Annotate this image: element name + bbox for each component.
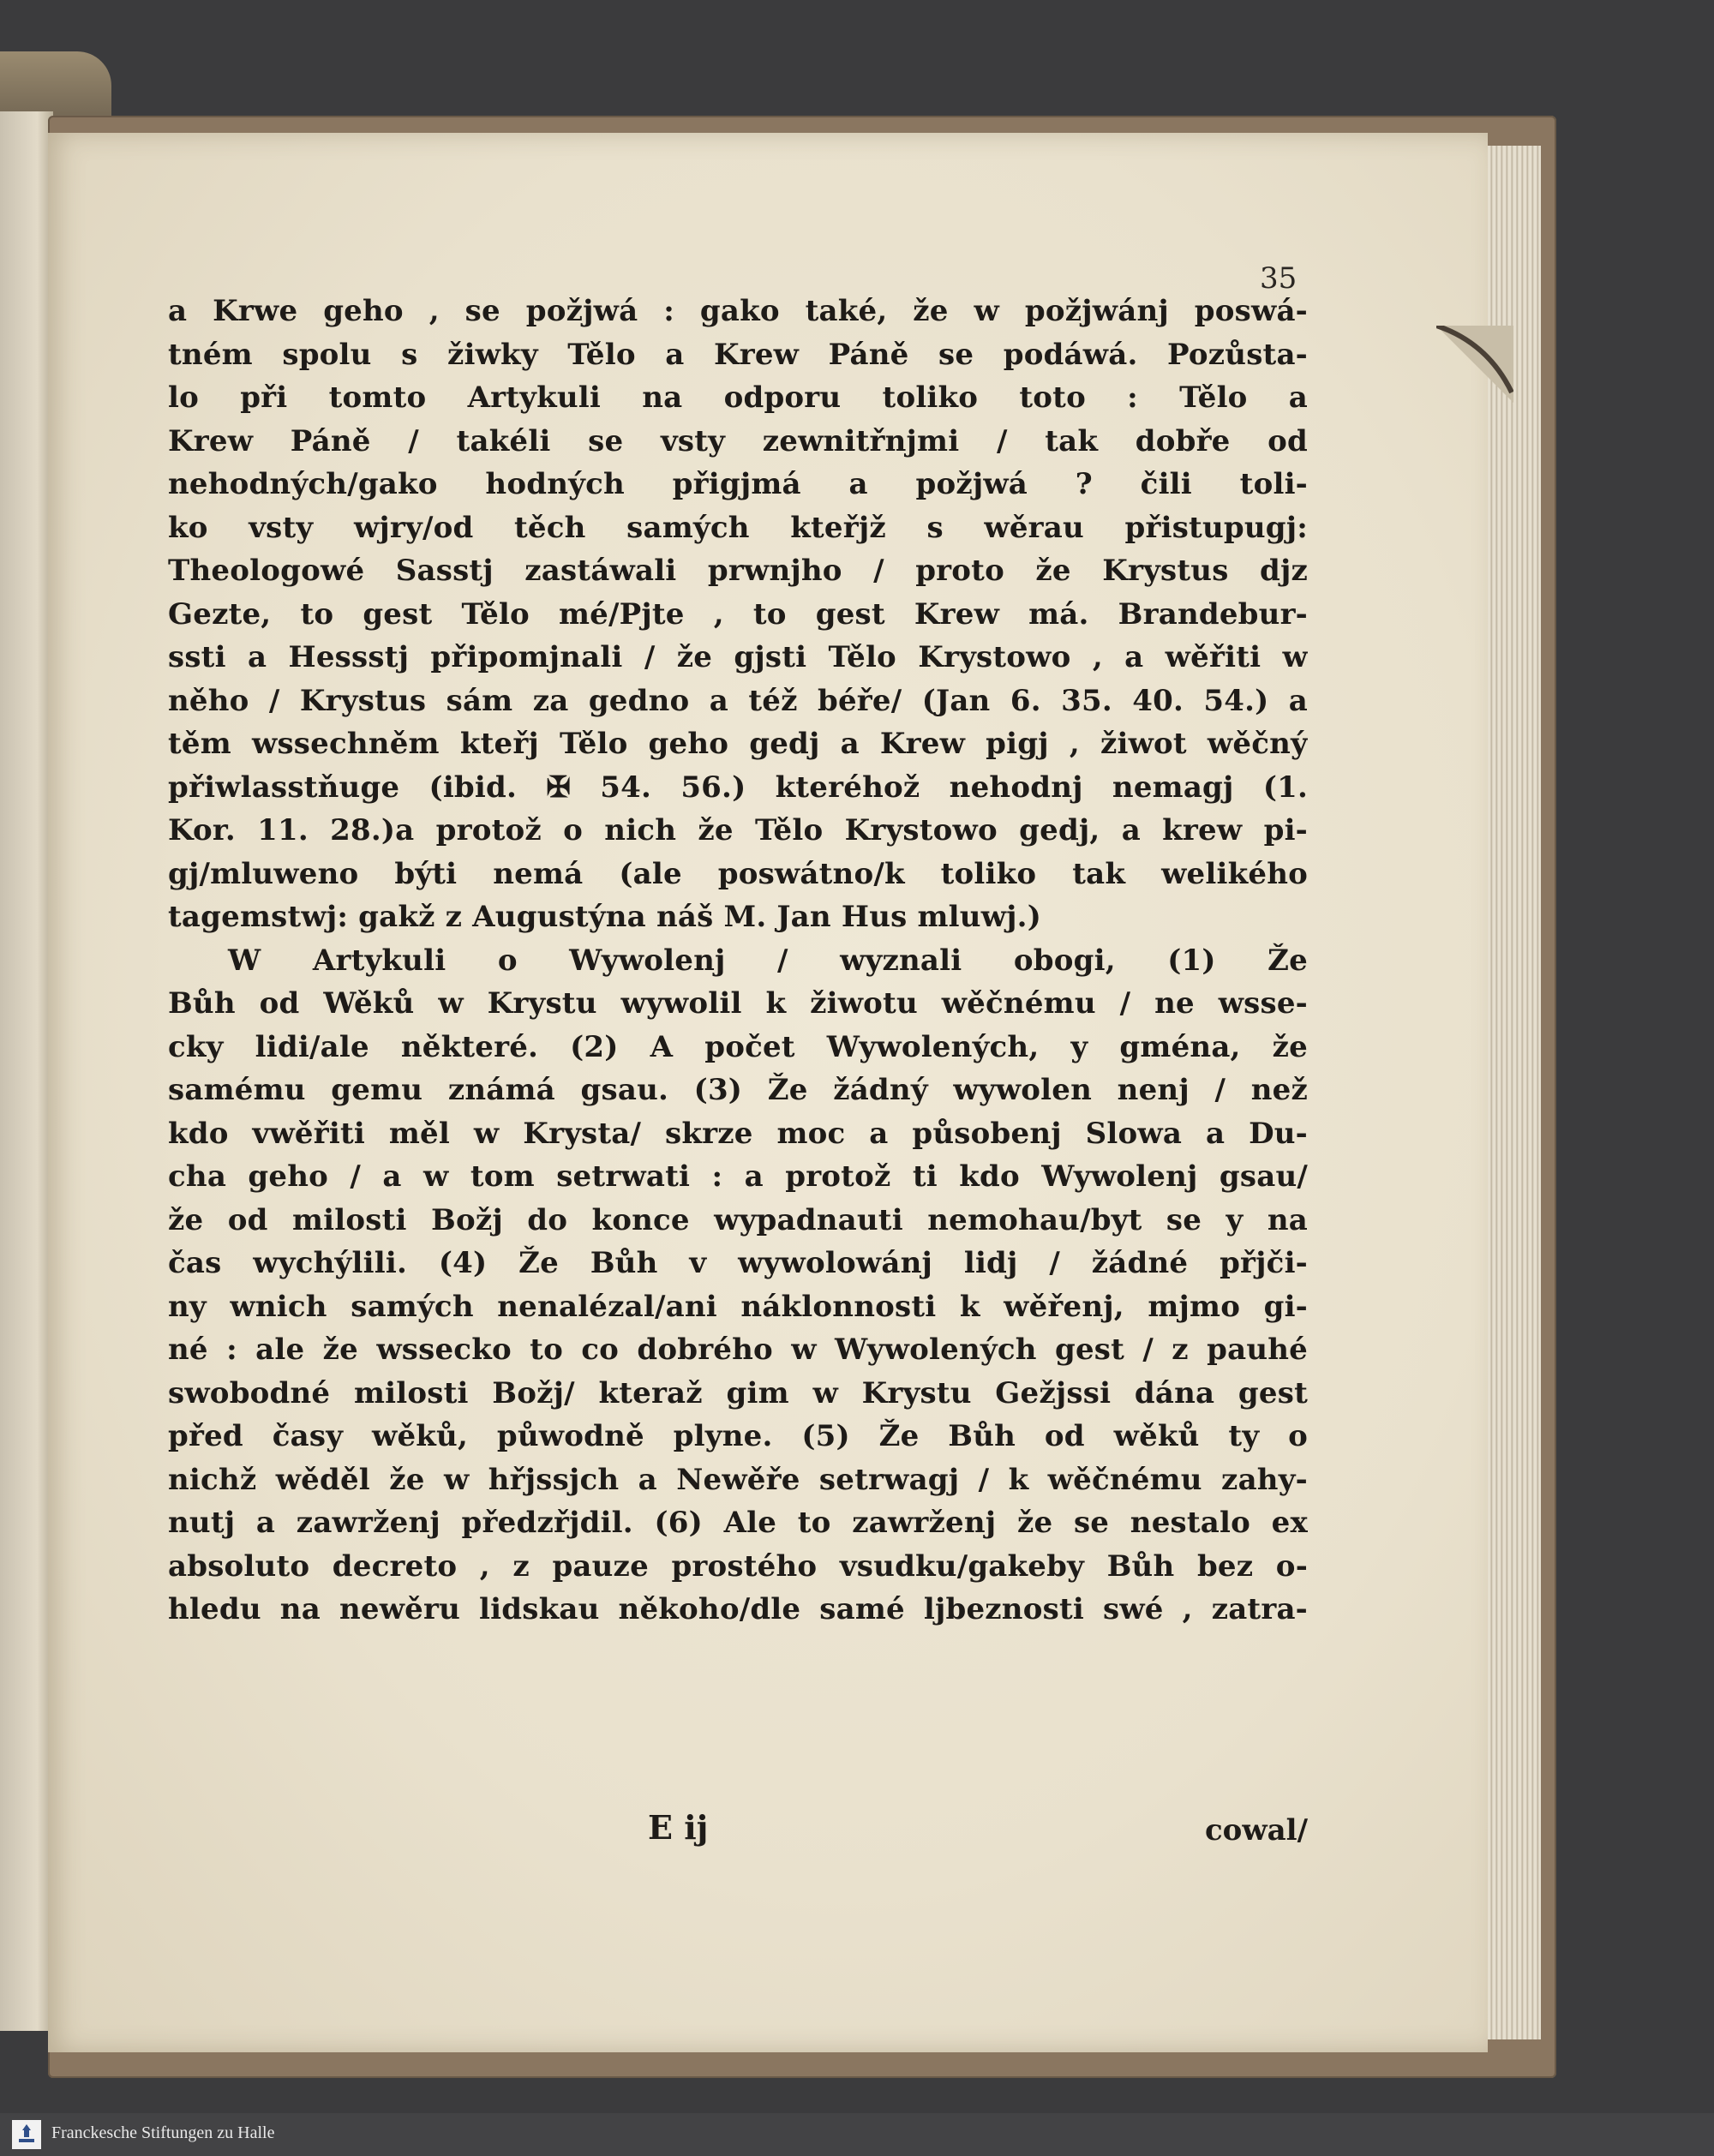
text-line: čas wychýlili. (4) Že Bůh v wywolowánj lidj / žádné přjči- — [168, 1246, 1308, 1280]
text-line: tagemstwj: gakž z Augustýna náš M. Jan Hus mluwj.) — [168, 900, 1041, 934]
catchword: cowal/ — [1204, 1813, 1308, 1848]
text-line: přiwlasstňuge (ibid. ✠ 54. 56.) kteréhož nehodnj nemagj (1. — [168, 770, 1308, 805]
page-text-block — [168, 290, 1308, 1632]
text-line: lo při tomto Artykuli na odporu toliko toto : Tělo a — [168, 380, 1308, 415]
text-line: Gezte, to gest Tělo mé/Pjte , to gest Krew má. Brandebur- — [168, 596, 1308, 632]
text-line: swobodné milosti Božj/ kteraž gim w Krystu Gežjssi dána gest — [168, 1375, 1308, 1410]
text-line: ssti a Hessstj připomjnali / že gjsti Tělo Krystowo , a wěřiti w — [168, 640, 1308, 674]
text-line: kdo vwěřiti měl w Krysta/ skrze moc a působenj Slowa a Du- — [168, 1116, 1308, 1151]
page-number: 35 — [1260, 261, 1297, 296]
text-line: cky lidi/ale některé. (2) A počet Wywolených, y gména, že — [168, 1029, 1308, 1064]
text-line: W Artykuli o Wywolenj / wyznali obogi, (1) Že — [228, 943, 1308, 978]
text-line: že od milosti Božj do konce wypadnauti nemohau/byt se y na — [168, 1202, 1308, 1237]
page-corner-fold-icon — [1436, 326, 1513, 403]
text-line: něho / Krystus sám za gedno a též béře/ (Jan 6. 35. 40. 54.) a — [168, 683, 1308, 718]
text-line: gj/mluweno býti nemá (ale poswátno/k toliko tak welikého — [168, 856, 1308, 891]
text-line: samému gemu známá gsau. (3) Že žádný wywolen nenj / než — [168, 1073, 1308, 1107]
institution-name[interactable]: Franckesche Stiftungen zu Halle — [51, 2123, 275, 2142]
text-line: Theologowé Sasstj zastáwali prwnjho / proto že Krystus djz — [168, 554, 1308, 588]
text-line: nehodných/gako hodných přigjmá a požjwá ? čili toli- — [168, 467, 1308, 501]
text-line: a Krwe geho , se požjwá : gako také, že w požjwánj poswá- — [168, 294, 1308, 328]
viewer-footer-bar — [0, 2113, 1714, 2156]
text-line: nichž wěděl že w hřjssjch a Newěře setrwagj / k wěčnému zahy- — [168, 1462, 1308, 1497]
text-line: ny wnich samých nenalézal/ani náklonnosti k wěřenj, mjmo gi- — [168, 1289, 1308, 1324]
text-line: Krew Páně / takéli se vsty zewnitřnjmi / tak dobře od — [168, 423, 1308, 458]
left-page-edge — [0, 111, 53, 2031]
signature-mark: E ij — [648, 1808, 709, 1847]
text-line: před časy wěků, půwodně plyne. (5) Že Bůh od wěků ty o — [168, 1419, 1308, 1453]
text-line: Bůh od Wěků w Krystu wywolil k žiwotu wěčnému / ne wsse- — [168, 986, 1308, 1021]
text-line: cha geho / a w tom setrwati : a protož ti kdo Wywolenj gsau/ — [168, 1159, 1308, 1194]
text-line: těm wssechněm kteřj Tělo geho gedj a Krew pigj , žiwot wěčný — [168, 727, 1308, 761]
text-line: tném spolu s žiwky Tělo a Krew Páně se podáwá. Pozůsta- — [168, 337, 1308, 372]
institution-logo-icon — [12, 2120, 41, 2149]
text-line: nutj a zawrženj předzřjdil. (6) Ale to zawrženj že se nestalo ex — [168, 1506, 1308, 1540]
page-footer-row — [168, 1808, 1308, 1851]
text-line: ko vsty wjry/od těch samých kteřjž s wěrau přistupugj: — [168, 510, 1308, 545]
text-line: hledu na newěru lidskau někoho/dle samé ljbeznosti swé , zatra- — [168, 1592, 1308, 1626]
text-line: absoluto decreto , z pauze prostého vsudku/gakeby Bůh bez o- — [168, 1548, 1308, 1584]
text-line: Kor. 11. 28.)a protož o nich že Tělo Krystowo gedj, a krew pi- — [168, 813, 1308, 847]
text-line: né : ale že wssecko to co dobrého w Wywolených gest / z pauhé — [168, 1333, 1308, 1367]
